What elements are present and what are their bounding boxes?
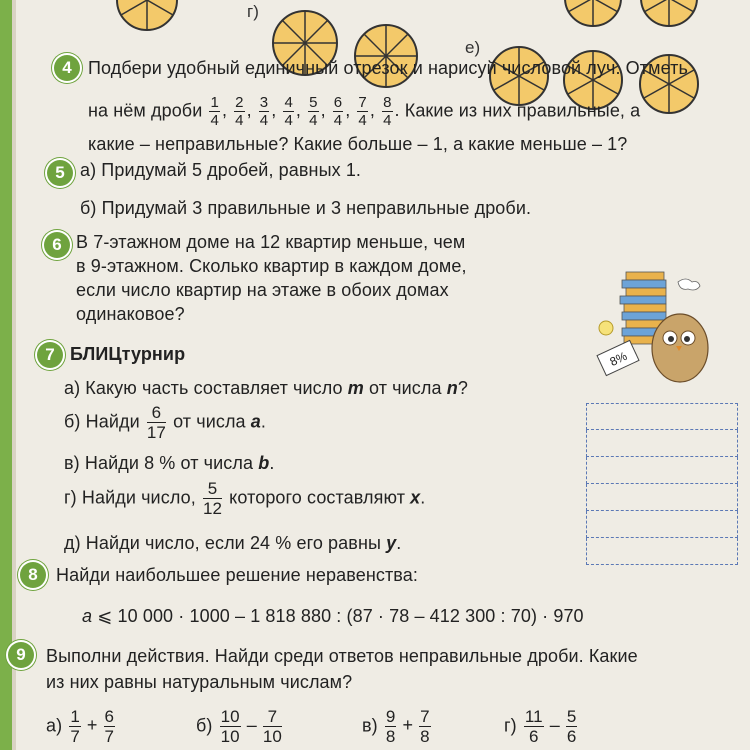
fraction-2-4: $\frac{2}{4}$ xyxy=(235,94,244,129)
fraction xyxy=(104,708,116,745)
task7-a xyxy=(64,378,468,399)
answer-box-4[interactable] xyxy=(586,484,738,511)
numerator: 7 xyxy=(420,708,430,726)
numerator: 9 xyxy=(385,708,396,726)
task7-d-mid: которого составляют xyxy=(229,487,406,508)
task-number-9: 9 xyxy=(8,642,34,668)
fraction xyxy=(69,708,81,745)
task7-c-text: в) Найди 8 % от числа xyxy=(64,453,254,473)
task7-e: д) Найди число, если 24 % его равны y. xyxy=(64,533,402,553)
denominator: 7 xyxy=(104,727,115,746)
numerator: 10 xyxy=(220,708,240,726)
fraction-5-12: $\frac{5}{12}$ xyxy=(202,479,223,518)
task6-line1: В 7-этажном доме на 12 квартир меньше, чем xyxy=(76,232,466,252)
label-g: г) xyxy=(247,2,259,21)
task-number-7: 7 xyxy=(37,342,63,368)
task9-item xyxy=(196,708,284,745)
task6-line4: одинаковое? xyxy=(76,304,185,324)
fraction xyxy=(385,708,397,745)
numerator: 1 xyxy=(70,708,80,726)
var-y: y xyxy=(386,533,397,553)
denominator: 10 xyxy=(220,727,240,746)
denominator: 6 xyxy=(529,727,539,746)
task5-b: б) Придумай 3 правильные и 3 неправильные дроби. xyxy=(80,198,532,218)
denominator: 10 xyxy=(262,727,282,746)
fraction-6-17: $\frac{6}{17}$ xyxy=(146,403,166,442)
operator: + xyxy=(86,715,98,736)
task7-b-prefix: б) Найди xyxy=(64,411,140,432)
task7-a-end: ? xyxy=(457,378,468,398)
percent-card xyxy=(597,340,639,375)
fraction-circle-1 xyxy=(112,0,182,32)
task7-b-mid: от числа xyxy=(173,411,246,432)
task6-line2: в 9-этажном. Сколько квартир в каждом доме, xyxy=(76,256,467,276)
badge-text: 8% xyxy=(607,348,630,369)
operator: + xyxy=(402,715,414,736)
task-number-8: 8 xyxy=(20,562,46,588)
var-x: x xyxy=(410,487,421,508)
task7-d: г) Найди число, $\frac{5}{12}$ которого составляют x. xyxy=(64,479,426,518)
var-a: a xyxy=(250,411,261,432)
answer-box-3[interactable] xyxy=(586,457,738,484)
fraction xyxy=(566,708,578,745)
fraction xyxy=(524,708,544,745)
task7-d-prefix: г) Найди число, xyxy=(64,487,196,508)
task-number-6: 6 xyxy=(44,232,70,258)
fraction-1-4: $\frac{1}{4}$ xyxy=(210,94,219,129)
item-label: а) xyxy=(46,715,63,736)
operator: – xyxy=(246,715,257,736)
task9-item xyxy=(504,708,579,745)
answer-box-6[interactable] xyxy=(586,538,738,565)
task7-b: б) Найди $\frac{6}{17}$ от числа a. xyxy=(64,403,267,442)
task7-a-mid: от числа xyxy=(369,378,442,398)
task4-suffix: Какие из них правильные, а xyxy=(404,100,641,121)
task7-a-text: а) Какую часть составляет число xyxy=(64,378,343,398)
fraction-4-4: $\frac{4}{4}$ xyxy=(284,94,293,129)
task4-line1: Подбери удобный единичный отрезок и нарисуй числовой луч. Отметь xyxy=(88,58,688,78)
answer-box-2[interactable] xyxy=(586,430,738,457)
task4-prefix: на нём дроби xyxy=(88,100,203,121)
task6-line3: если число квартир на этаже в обоих домах xyxy=(76,280,449,300)
task9-line2: из них равны натуральным числам? xyxy=(46,672,353,692)
fraction-8-4: $\frac{8}{4}$ xyxy=(383,94,392,129)
var-a-ineq: a xyxy=(82,606,93,626)
label-e: е) xyxy=(465,38,481,57)
item-label: в) xyxy=(362,715,378,736)
task8-title: Найди наибольшее решение неравенства: xyxy=(56,565,418,585)
answer-boxes xyxy=(586,403,738,565)
task7-c: в) Найди 8 % от числа b. xyxy=(64,453,275,473)
task9-items xyxy=(46,708,746,748)
task4-line2 xyxy=(88,95,640,128)
fraction-7-4: $\frac{7}{4}$ xyxy=(358,94,367,129)
fraction-circle-3 xyxy=(350,22,422,90)
fraction xyxy=(263,708,282,745)
fraction-circle-4 xyxy=(560,0,626,28)
task4-fractions: $\frac{1}{4}$ , $\frac{2}{4}$ , $\frac{3}{4}$ , $\frac{4}{4}$ , $\frac{5}{4}$ , $\frac{6}{4}$ , $\frac{7}{4}$ , $\frac{8}{4}$ . xyxy=(210,94,405,129)
fraction-3-4: $\frac{3}{4}$ xyxy=(259,94,269,129)
answer-box-5[interactable] xyxy=(586,511,738,538)
task-number-5: 5 xyxy=(47,160,73,186)
page-gutter xyxy=(12,0,16,750)
numerator: 11 xyxy=(524,708,543,726)
cloud-icon xyxy=(678,279,700,290)
numerator: 6 xyxy=(104,708,115,726)
var-n: n xyxy=(446,378,458,398)
fraction xyxy=(419,708,431,745)
task4-line3: какие – неправильные? Какие больше – 1, а какие меньше – 1? xyxy=(88,134,628,154)
var-b: b xyxy=(258,453,270,473)
fraction-circle-5 xyxy=(636,0,702,28)
denominator: 6 xyxy=(566,727,577,746)
task8-expression xyxy=(82,606,584,627)
task9-line1: Выполни действия. Найди среди ответов неправильные дроби. Какие xyxy=(46,646,638,666)
task8-expr: ⩽ 10 000 · 1000 – 1 818 880 : (87 · 78 – 412 300 : 70) · 970 xyxy=(97,606,584,626)
denominator: 8 xyxy=(420,727,430,746)
item-label: г) xyxy=(504,715,517,736)
task5-a: а) Придумай 5 дробей, равных 1. xyxy=(80,160,362,180)
task7-e-text: д) Найди число, если 24 % его равны xyxy=(64,533,382,553)
task9-item xyxy=(46,708,117,745)
denominator: 8 xyxy=(385,727,396,746)
fraction-5-4: $\frac{5}{4}$ xyxy=(309,94,318,129)
page-margin-strip xyxy=(0,0,12,750)
task-number-4: 4 xyxy=(54,55,80,81)
fraction-6-4: $\frac{6}{4}$ xyxy=(333,94,343,129)
item-label: б) xyxy=(196,715,213,736)
operator: – xyxy=(549,715,560,736)
numerator: 5 xyxy=(566,708,577,726)
owl-with-book-stack-illustration xyxy=(588,262,738,392)
numerator: 7 xyxy=(263,708,282,727)
denominator: 7 xyxy=(70,727,80,746)
sun-icon xyxy=(599,321,613,335)
task7-title: БЛИЦтурнир xyxy=(70,344,186,364)
answer-box-1[interactable] xyxy=(586,403,738,430)
fraction xyxy=(220,708,241,745)
task9-item xyxy=(362,708,433,745)
var-m: m xyxy=(347,378,364,398)
